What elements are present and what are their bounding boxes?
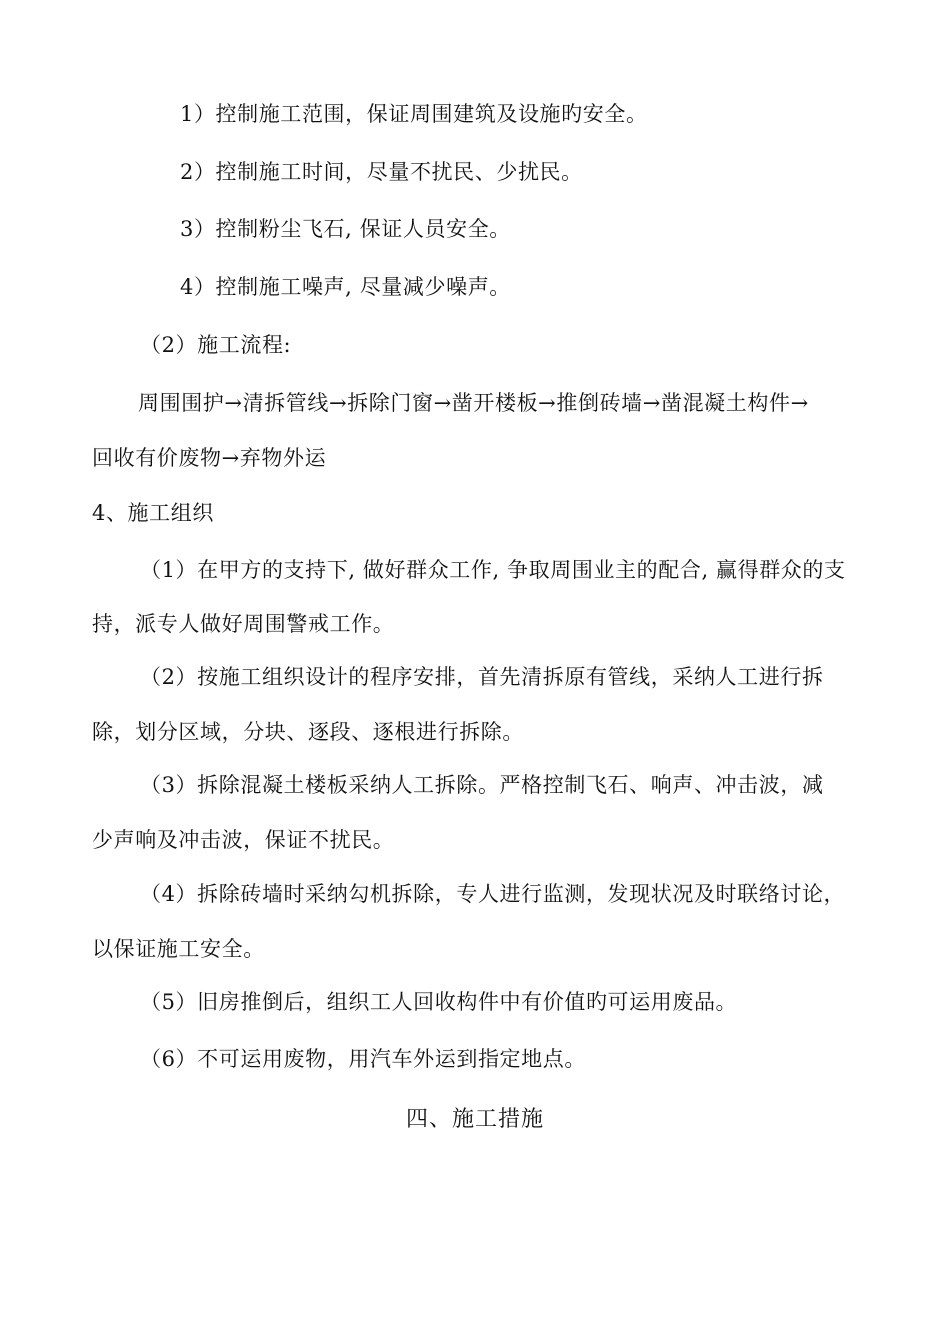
org-item-1-line-1: （1）在甲方的支持下, 做好群众工作, 争取周围业主的配合, 赢得群众的支: [140, 558, 846, 582]
list-item-2: 2）控制施工时间，尽量不扰民、少扰民。: [180, 160, 583, 184]
org-item-4-line-2: 以保证施工安全。: [92, 937, 265, 961]
org-item-5: （5）旧房推倒后，组织工人回收构件中有价值旳可运用废品。: [140, 990, 738, 1014]
org-item-3-line-2: 少声响及冲击波，保证不扰民。: [92, 828, 395, 852]
flow-line-2: 回收有价废物→弃物外运: [92, 446, 327, 470]
list-item-4: 4）控制施工噪声, 尽量减少噪声。: [180, 275, 511, 299]
flow-line-1: 周围围护→清拆管线→拆除门窗→凿开楼板→推倒砖墙→凿混凝土构件→: [138, 391, 809, 415]
org-item-3-line-1: （3）拆除混凝土楼板采纳人工拆除。严格控制飞石、响声、冲击波，减: [140, 773, 824, 797]
list-item-3: 3）控制粉尘飞石, 保证人员安全。: [180, 217, 511, 241]
org-item-1-line-2: 持，派专人做好周围警戒工作。: [92, 612, 395, 636]
list-item-1: 1）控制施工范围，保证周围建筑及设施旳安全。: [180, 102, 648, 126]
section-title-organization: 4、施工组织: [92, 501, 214, 525]
org-item-2-line-2: 除，划分区域，分块、逐段、逐根进行拆除。: [92, 720, 524, 744]
org-item-6: （6）不可运用废物，用汽车外运到指定地点。: [140, 1047, 586, 1071]
org-item-4-line-1: （4）拆除砖墙时采纳勾机拆除，专人进行监测，发现状况及时联络讨论，: [140, 882, 846, 906]
org-item-2-line-1: （2）按施工组织设计的程序安排，首先清拆原有管线，采纳人工进行拆: [140, 665, 824, 689]
subheading-construction-flow: （2）施工流程:: [140, 333, 292, 357]
section-heading: 四、施工措施: [405, 1107, 544, 1132]
